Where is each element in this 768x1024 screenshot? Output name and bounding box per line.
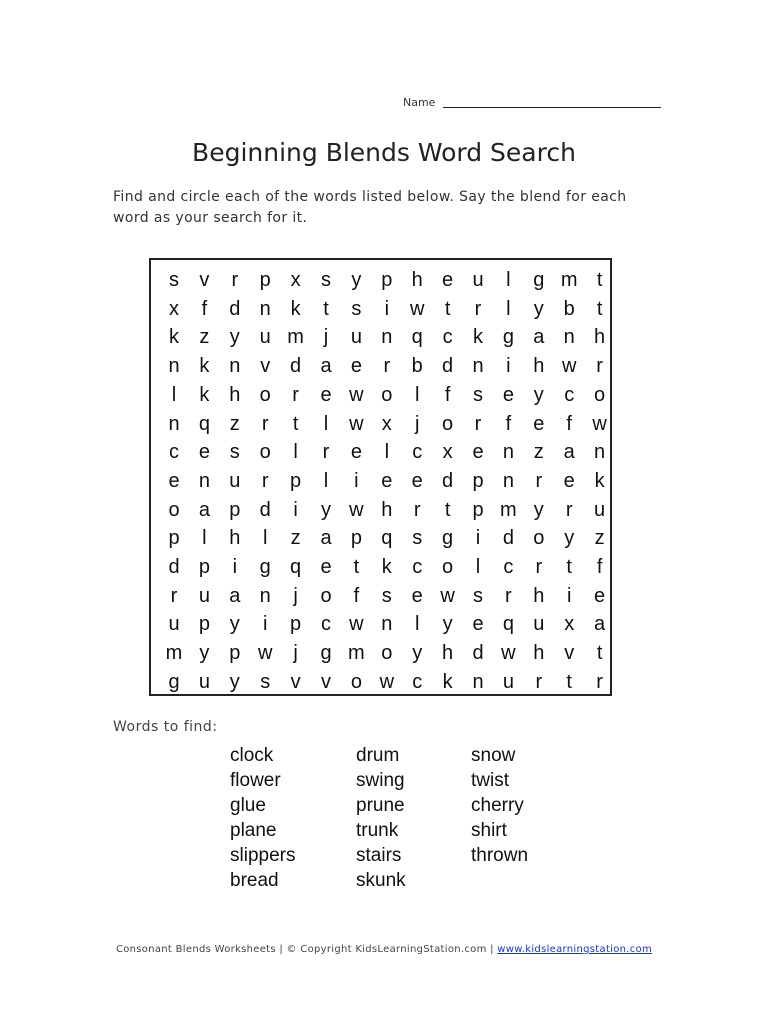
- word-item: stairs: [356, 845, 402, 866]
- word-item: drum: [356, 745, 400, 766]
- word-search-grid: [149, 258, 612, 696]
- grid-letter[interactable]: o: [533, 527, 545, 550]
- grid-letter[interactable]: p: [168, 527, 180, 550]
- grid-letter[interactable]: c: [442, 326, 453, 349]
- grid-letter[interactable]: j: [414, 412, 420, 435]
- grid-letter[interactable]: l: [414, 383, 420, 406]
- grid-letter[interactable]: n: [472, 670, 484, 693]
- grid-letter[interactable]: s: [381, 584, 392, 607]
- grid-letter[interactable]: d: [168, 556, 180, 578]
- grid-letter[interactable]: y: [229, 670, 240, 693]
- grid-letter[interactable]: i: [293, 498, 298, 521]
- grid-letter[interactable]: d: [259, 498, 271, 521]
- grid-letter[interactable]: n: [168, 355, 180, 378]
- grid-letter[interactable]: r: [565, 498, 573, 521]
- grid-letter[interactable]: f: [444, 383, 451, 406]
- grid-letter[interactable]: e: [320, 383, 332, 406]
- grid-letter[interactable]: t: [444, 297, 451, 320]
- grid-letter[interactable]: n: [168, 412, 180, 435]
- grid-letter[interactable]: w: [561, 355, 577, 378]
- grid-letter[interactable]: v: [260, 355, 271, 378]
- grid-letter[interactable]: c: [503, 556, 514, 578]
- grid-letter[interactable]: f: [566, 412, 572, 435]
- grid-letter[interactable]: p: [381, 269, 393, 291]
- grid-letter[interactable]: e: [472, 613, 484, 636]
- grid-letter[interactable]: w: [379, 670, 395, 693]
- grid-letter[interactable]: h: [533, 584, 545, 607]
- word-item: prune: [356, 795, 405, 816]
- grid-letter[interactable]: l: [384, 441, 390, 464]
- grid-letter[interactable]: z: [290, 527, 301, 550]
- grid-letter[interactable]: x: [442, 441, 453, 464]
- grid-letter[interactable]: l: [323, 469, 329, 492]
- word-item: glue: [230, 795, 266, 816]
- grid-letter[interactable]: w: [592, 412, 607, 435]
- grid-letter[interactable]: r: [505, 584, 512, 607]
- grid-letter[interactable]: h: [411, 269, 423, 291]
- grid-letter[interactable]: h: [381, 498, 393, 521]
- grid-letter[interactable]: p: [198, 613, 210, 636]
- grid-letter[interactable]: g: [168, 670, 180, 693]
- grid-letter[interactable]: h: [229, 527, 241, 550]
- grid-letter[interactable]: t: [566, 670, 572, 693]
- grid-letter[interactable]: r: [596, 355, 603, 378]
- grid-letter[interactable]: r: [261, 412, 269, 435]
- grid-letter[interactable]: n: [502, 441, 514, 464]
- grid-letter[interactable]: i: [475, 527, 481, 550]
- grid-letter[interactable]: s: [229, 441, 240, 464]
- grid-letter[interactable]: o: [320, 584, 332, 607]
- footer-link[interactable]: www.kidslearningstation.com: [497, 944, 653, 955]
- grid-letter[interactable]: e: [502, 383, 514, 406]
- grid-letter[interactable]: h: [229, 383, 241, 406]
- word-item: clock: [230, 745, 274, 766]
- grid-letter[interactable]: s: [473, 383, 483, 406]
- grid-letter[interactable]: y: [351, 269, 362, 291]
- grid-letter[interactable]: p: [259, 269, 271, 291]
- grid-letter[interactable]: e: [563, 469, 575, 492]
- grid-letter[interactable]: u: [472, 269, 484, 291]
- grid-letter[interactable]: n: [594, 441, 606, 464]
- name-underline[interactable]: [443, 107, 661, 108]
- grid-letter[interactable]: p: [350, 527, 362, 550]
- grid-letter[interactable]: t: [596, 642, 603, 665]
- grid-letter[interactable]: w: [501, 642, 516, 665]
- grid-letter[interactable]: r: [261, 469, 269, 492]
- grid-letter[interactable]: s: [473, 584, 483, 607]
- grid-letter[interactable]: u: [259, 326, 271, 349]
- grid-letter[interactable]: o: [381, 383, 393, 406]
- grid-letter[interactable]: n: [502, 469, 514, 492]
- grid-letter[interactable]: y: [321, 498, 331, 521]
- grid-letter[interactable]: o: [381, 642, 393, 665]
- word-item: flower: [230, 770, 281, 791]
- grid-letter[interactable]: n: [563, 326, 575, 349]
- grid-letter[interactable]: e: [442, 269, 454, 291]
- grid-letter[interactable]: d: [290, 355, 302, 378]
- grid-letter[interactable]: r: [413, 498, 421, 521]
- grid-letter[interactable]: q: [290, 556, 302, 578]
- grid-letter[interactable]: t: [596, 297, 603, 320]
- grid-letter[interactable]: l: [414, 613, 420, 636]
- grid-letter[interactable]: y: [442, 613, 453, 636]
- grid-letter[interactable]: g: [442, 527, 454, 550]
- grid-letter[interactable]: p: [472, 469, 484, 492]
- grid-letter[interactable]: l: [506, 269, 511, 291]
- grid-letter[interactable]: e: [381, 469, 393, 492]
- grid-letter[interactable]: l: [293, 441, 298, 464]
- grid-letter[interactable]: e: [320, 556, 332, 578]
- grid-letter[interactable]: l: [475, 556, 481, 578]
- grid-letter[interactable]: v: [199, 269, 210, 291]
- grid-letter[interactable]: g: [533, 269, 545, 291]
- grid-letter[interactable]: k: [169, 326, 179, 349]
- grid-letter[interactable]: z: [594, 527, 605, 550]
- grid-letter[interactable]: w: [409, 297, 425, 320]
- word-item: slippers: [230, 845, 296, 866]
- grid-letter[interactable]: y: [533, 297, 544, 320]
- grid-letter[interactable]: v: [564, 642, 575, 665]
- footer-text: Consonant Blends Worksheets | © Copyright KidsLearningStation.com |: [115, 944, 498, 955]
- grid-letter[interactable]: c: [321, 613, 331, 636]
- grid-letter[interactable]: d: [442, 469, 454, 492]
- grid-letter[interactable]: l: [171, 383, 177, 406]
- grid-letter[interactable]: u: [198, 670, 210, 693]
- grid-letter[interactable]: e: [411, 584, 423, 607]
- grid-letter[interactable]: e: [533, 412, 545, 435]
- grid-letter[interactable]: r: [474, 412, 482, 435]
- grid-letter[interactable]: n: [381, 326, 393, 349]
- grid-letter[interactable]: x: [564, 613, 575, 636]
- grid-letter[interactable]: k: [199, 355, 210, 378]
- grid-letter[interactable]: r: [322, 441, 330, 464]
- grid-letter[interactable]: e: [350, 441, 362, 464]
- grid-letter[interactable]: n: [472, 355, 484, 378]
- grid-letter[interactable]: n: [259, 584, 271, 607]
- grid-letter[interactable]: m: [348, 642, 365, 665]
- grid-letter[interactable]: o: [350, 670, 362, 693]
- word-column-3: [471, 743, 581, 868]
- grid-letter[interactable]: f: [596, 556, 603, 578]
- grid-letter[interactable]: o: [259, 441, 271, 464]
- grid-letter[interactable]: e: [594, 584, 606, 607]
- grid-letter[interactable]: r: [535, 670, 543, 693]
- grid-letter[interactable]: r: [474, 297, 482, 320]
- grid-letter[interactable]: n: [259, 297, 271, 320]
- grid-letter[interactable]: r: [231, 269, 239, 291]
- grid-letter[interactable]: g: [502, 326, 514, 349]
- word-item: snow: [471, 745, 516, 766]
- grid-letter[interactable]: w: [349, 613, 364, 636]
- grid-letter[interactable]: h: [533, 642, 545, 665]
- grid-letter[interactable]: e: [350, 355, 362, 378]
- grid-letter[interactable]: e: [411, 469, 423, 492]
- word-item: swing: [356, 770, 405, 791]
- grid-letter[interactable]: o: [594, 383, 606, 406]
- instructions-text: Find and circle each of the words listed below. Say the blend for each word as your search for it.: [113, 189, 627, 226]
- grid-letter[interactable]: p: [290, 469, 302, 492]
- grid-letter[interactable]: o: [168, 498, 180, 521]
- grid-letter[interactable]: c: [412, 441, 423, 464]
- grid-letter[interactable]: i: [232, 556, 238, 578]
- grid-letter[interactable]: u: [502, 670, 514, 693]
- grid-letter[interactable]: s: [260, 670, 271, 693]
- grid-letter[interactable]: t: [323, 297, 329, 320]
- grid-letter[interactable]: u: [168, 613, 180, 636]
- grid-letter[interactable]: w: [349, 412, 364, 435]
- grid-letter[interactable]: u: [229, 469, 241, 492]
- grid-letter[interactable]: i: [566, 584, 572, 607]
- word-item: plane: [230, 820, 277, 841]
- grid-letter[interactable]: s: [169, 269, 179, 291]
- grid-letter[interactable]: i: [262, 613, 268, 636]
- grid-letter[interactable]: g: [320, 642, 332, 665]
- grid-letter[interactable]: b: [411, 355, 423, 378]
- grid-letter[interactable]: z: [533, 441, 544, 464]
- word-item: skunk: [356, 870, 406, 891]
- words-to-find-label: Words to find:: [113, 719, 218, 735]
- grid-letter[interactable]: s: [321, 269, 331, 291]
- word-item: bread: [230, 870, 279, 891]
- grid-letter[interactable]: r: [170, 584, 178, 607]
- grid-letter[interactable]: i: [354, 469, 359, 492]
- grid-letter[interactable]: o: [259, 383, 271, 406]
- grid-letter[interactable]: y: [199, 642, 210, 665]
- grid-letter[interactable]: u: [533, 613, 545, 636]
- grid-letter[interactable]: k: [290, 297, 301, 320]
- grid-letter[interactable]: y: [533, 383, 544, 406]
- grid-letter[interactable]: u: [350, 326, 362, 349]
- grid-letter[interactable]: w: [257, 642, 273, 665]
- grid-letter[interactable]: p: [198, 556, 210, 578]
- footer: [0, 944, 768, 955]
- grid-letter[interactable]: l: [262, 527, 268, 550]
- page-title: Beginning Blends Word Search: [192, 138, 576, 167]
- grid-letter[interactable]: l: [323, 412, 329, 435]
- grid-letter[interactable]: u: [198, 584, 210, 607]
- grid-letter[interactable]: h: [594, 326, 606, 349]
- grid-letter[interactable]: a: [533, 326, 545, 349]
- grid-letter[interactable]: d: [472, 642, 484, 665]
- grid-letter[interactable]: u: [594, 498, 606, 521]
- grid-letter[interactable]: t: [596, 269, 603, 291]
- grid-letter[interactable]: k: [594, 469, 605, 492]
- grid-letter[interactable]: t: [292, 412, 299, 435]
- grid-letter[interactable]: d: [442, 355, 454, 378]
- grid-letter[interactable]: c: [169, 441, 179, 464]
- grid-letter[interactable]: o: [442, 412, 454, 435]
- grid-letter[interactable]: q: [411, 326, 423, 349]
- word-item: thrown: [471, 845, 529, 866]
- grid-letter[interactable]: q: [198, 412, 210, 435]
- grid-letter[interactable]: y: [229, 326, 240, 349]
- grid-letter[interactable]: m: [560, 269, 578, 291]
- grid-letter[interactable]: a: [229, 584, 241, 607]
- grid-letter[interactable]: a: [320, 527, 332, 550]
- word-item: twist: [471, 770, 509, 791]
- grid-letter[interactable]: t: [444, 498, 451, 521]
- grid-letter[interactable]: k: [473, 326, 483, 349]
- word-item: cherry: [471, 795, 524, 816]
- grid-letter[interactable]: a: [320, 355, 332, 378]
- name-label: Name: [403, 96, 436, 109]
- grid-letter[interactable]: t: [353, 556, 360, 578]
- grid-letter[interactable]: r: [383, 355, 391, 378]
- grid-letter[interactable]: v: [290, 670, 301, 693]
- grid-letter[interactable]: h: [533, 355, 545, 378]
- word-item: trunk: [356, 820, 399, 841]
- grid-letter[interactable]: q: [381, 527, 393, 550]
- word-column-2: [356, 743, 466, 893]
- grid-letter[interactable]: h: [442, 642, 454, 665]
- grid-letter[interactable]: p: [472, 498, 484, 521]
- grid-letter[interactable]: i: [384, 297, 390, 320]
- grid-letter[interactable]: x: [169, 297, 179, 320]
- grid-letter[interactable]: a: [198, 498, 210, 521]
- grid-letter[interactable]: l: [202, 527, 207, 550]
- grid-letter[interactable]: x: [290, 269, 301, 291]
- grid-letter[interactable]: c: [412, 556, 423, 578]
- grid-letter[interactable]: w: [349, 498, 364, 521]
- word-item: shirt: [471, 820, 507, 841]
- grid-letter[interactable]: p: [290, 613, 302, 636]
- grid-letter[interactable]: r: [292, 383, 299, 406]
- grid-letter[interactable]: z: [229, 412, 240, 435]
- grid-letter[interactable]: w: [440, 584, 455, 607]
- grid-letter[interactable]: m: [165, 642, 183, 665]
- grid-letter[interactable]: i: [506, 355, 511, 378]
- grid-letter[interactable]: m: [287, 326, 304, 349]
- grid-letter[interactable]: n: [229, 355, 241, 378]
- grid-letter[interactable]: t: [566, 556, 572, 578]
- grid-letter[interactable]: f: [505, 412, 512, 435]
- grid-letter[interactable]: f: [353, 584, 360, 607]
- grid-letter[interactable]: z: [199, 326, 210, 349]
- grid-letter[interactable]: w: [349, 383, 364, 406]
- grid-letter[interactable]: q: [502, 613, 514, 636]
- grid-letter[interactable]: y: [533, 498, 544, 521]
- grid-letter[interactable]: k: [381, 556, 392, 578]
- grid-letter[interactable]: p: [229, 498, 241, 521]
- grid-letter[interactable]: r: [535, 556, 543, 578]
- grid-letter[interactable]: c: [412, 670, 423, 693]
- word-column-1: [230, 743, 340, 893]
- grid-letter[interactable]: s: [351, 297, 362, 320]
- grid-letter[interactable]: r: [535, 469, 543, 492]
- grid-letter[interactable]: o: [442, 556, 454, 578]
- name-field: [403, 96, 661, 109]
- grid-letter[interactable]: l: [506, 297, 511, 320]
- grid-letter[interactable]: v: [321, 670, 331, 693]
- grid-letter[interactable]: a: [563, 441, 575, 464]
- grid-letter[interactable]: j: [293, 642, 298, 665]
- grid-letter[interactable]: g: [259, 556, 271, 578]
- grid-letter[interactable]: e: [198, 441, 210, 464]
- grid-letter[interactable]: y: [229, 613, 240, 636]
- grid-letter[interactable]: d: [502, 527, 514, 550]
- grid-letter[interactable]: b: [563, 297, 575, 320]
- grid-letter[interactable]: e: [472, 441, 484, 464]
- grid-letter[interactable]: f: [201, 297, 208, 320]
- grid-letter[interactable]: j: [323, 326, 329, 349]
- grid-letter[interactable]: j: [293, 584, 298, 607]
- grid-letter[interactable]: d: [229, 297, 241, 320]
- grid-letter[interactable]: k: [442, 670, 453, 693]
- grid-letter[interactable]: x: [381, 412, 392, 435]
- grid-letter[interactable]: p: [229, 642, 241, 665]
- grid-letter[interactable]: y: [412, 642, 423, 665]
- grid-letter[interactable]: e: [168, 469, 180, 492]
- grid-letter[interactable]: n: [198, 469, 210, 492]
- grid-letter[interactable]: r: [596, 670, 603, 693]
- grid-letter[interactable]: y: [564, 527, 575, 550]
- grid-letter[interactable]: m: [500, 498, 517, 521]
- grid-letter[interactable]: n: [381, 613, 393, 636]
- grid-letter[interactable]: a: [594, 613, 606, 636]
- grid-letter[interactable]: s: [412, 527, 423, 550]
- grid-letter[interactable]: k: [199, 383, 210, 406]
- grid-letter[interactable]: c: [564, 383, 575, 406]
